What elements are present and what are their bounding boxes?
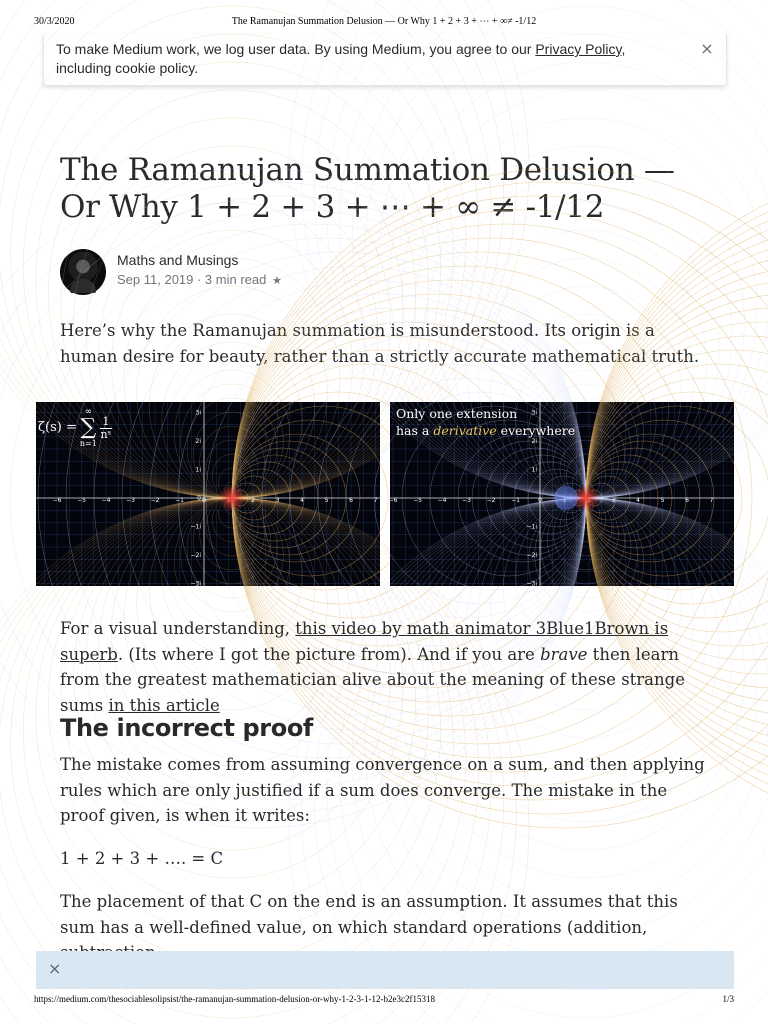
x-tick-label: −4 — [101, 497, 111, 504]
print-date: 30/3/2020 — [34, 16, 75, 27]
y-tick-label: 2i — [531, 438, 537, 445]
field-line — [541, 498, 631, 598]
placement-paragraph: The placement of that C on the end is an assumption. It assumes that this sum has a well-defined value, on which standard operations (addition, — [60, 892, 678, 937]
sum-bottom: n=1 — [79, 439, 97, 448]
close-icon[interactable]: × — [700, 39, 714, 58]
y-tick-label: 2i — [195, 438, 201, 445]
caption-line-1: Only one extension — [396, 406, 518, 421]
print-url: https://medium.com/thesociablesolipsist/the-ramanujan-summation-delusion-or-why-1-2-3-1-12-b2e3c2f15318 — [34, 994, 435, 1004]
x-tick-label: 4 — [636, 497, 640, 504]
x-tick-label: 7 — [373, 497, 378, 504]
x-tick-label: 6 — [349, 497, 353, 504]
mistake-paragraph: The mistake comes from assuming convergence on a sum, and then applying rules which are only justified if a sum does converge. The mistake in the proof given, is when it writes: — [60, 755, 705, 826]
x-tick-label: 7 — [709, 497, 714, 504]
x-tick-label: −4 — [437, 497, 447, 504]
x-tick-label: 6 — [685, 497, 689, 504]
article-date-readtime: Sep 11, 2019 · 3 min read — [117, 272, 267, 287]
print-header — [34, 16, 734, 30]
y-tick-label: 0 — [197, 495, 201, 502]
print-doc-title: The Ramanujan Summation Delusion — Or Why 1 + 2 + 3 + ⋯ + ∞≠ -1/12 — [231, 16, 537, 27]
cookie-text-end: , including cookie policy. — [56, 41, 626, 76]
video-link[interactable]: this video by math animator 3Blue1Brown is superb — [60, 619, 669, 664]
x-tick-label: 2 — [251, 497, 255, 504]
field-line — [124, 258, 340, 498]
x-tick-label: 3 — [611, 497, 616, 504]
article-link[interactable]: in this article — [108, 695, 220, 715]
y-tick-label: −2i — [526, 552, 537, 559]
star-icon: ★ — [271, 274, 282, 287]
section-heading: The incorrect proof — [60, 714, 313, 742]
close-icon[interactable]: × — [48, 959, 62, 978]
visual-paragraph: For a visual understanding, this video by math animator 3Blue1Brown is superb. (Its where I got the picture from). And if you are brave then learn from the greatest mathematician alive about the meaning of these strange sums in this article — [60, 619, 685, 715]
figure-caption — [396, 405, 575, 439]
y-tick-label: −1i — [526, 523, 537, 531]
privacy-policy-link[interactable]: Privacy Policy — [535, 41, 622, 57]
x-tick-label: −3 — [462, 497, 471, 504]
y-tick-label: 1i — [531, 466, 537, 474]
frac-den: nˢ — [100, 427, 112, 441]
frac-num: 1 — [102, 414, 110, 428]
y-tick-label: 1i — [195, 466, 201, 474]
field-line — [478, 258, 694, 498]
sum-top: ∞ — [84, 407, 93, 417]
field-line — [528, 498, 643, 626]
x-tick-label: 4 — [300, 497, 304, 504]
x-tick-label: 5 — [324, 497, 329, 504]
x-tick-label: 3 — [275, 497, 280, 504]
zeta-formula — [38, 407, 112, 449]
caption-line-2: has a derivative everywhere — [396, 423, 576, 438]
article-meta — [117, 272, 282, 287]
x-tick-label: −1 — [511, 497, 520, 504]
x-tick-label: −2 — [486, 497, 496, 504]
bottom-banner — [36, 951, 734, 989]
zeta-plot-image — [36, 402, 380, 586]
y-tick-label: 3i — [531, 409, 537, 417]
print-footer — [34, 994, 734, 1008]
article-title: The Ramanujan Summation Delusion — Or Why 1 + 2 + 3 + ⋯ + ∞ ≠ -1/12 — [60, 152, 675, 225]
x-tick-label: 0 — [538, 497, 542, 504]
x-tick-label: 0 — [202, 497, 206, 504]
y-tick-label: −2i — [190, 552, 201, 559]
intro-paragraph: Here’s why the Ramanujan summation is misunderstood. Its origin is a human desire for beauty, rather than a strictly accurate mathematical truth. — [60, 321, 700, 366]
blue-glow — [554, 486, 578, 510]
page-number: 1/3 — [722, 994, 734, 1004]
x-tick-label: −6 — [52, 497, 62, 504]
y-tick-label: −3i — [526, 580, 537, 588]
formula-lhs: ζ(s) = — [38, 420, 77, 435]
analytic-continuation-image — [390, 402, 734, 586]
y-tick-label: −1i — [190, 523, 201, 531]
cookie-banner — [43, 34, 727, 86]
x-tick-label: −5 — [413, 497, 422, 504]
author-name[interactable]: Maths and Musings — [117, 252, 239, 268]
x-tick-label: −3 — [126, 497, 135, 504]
equation-line: 1 + 2 + 3 + …. = C — [60, 849, 224, 868]
x-tick-label: −6 — [388, 497, 398, 504]
y-tick-label: −3i — [190, 580, 201, 588]
x-tick-label: −5 — [77, 497, 86, 504]
cookie-text: To make Medium work, we log user data. By using Medium, you agree to our — [56, 41, 536, 57]
x-tick-label: 5 — [660, 497, 665, 504]
pole-glow — [218, 484, 246, 512]
x-tick-label: 1 — [562, 497, 567, 504]
y-tick-label: 3i — [195, 409, 201, 417]
x-tick-label: −2 — [150, 497, 160, 504]
sigma-symbol: ∑ — [80, 415, 97, 440]
x-tick-label: −1 — [175, 497, 184, 504]
